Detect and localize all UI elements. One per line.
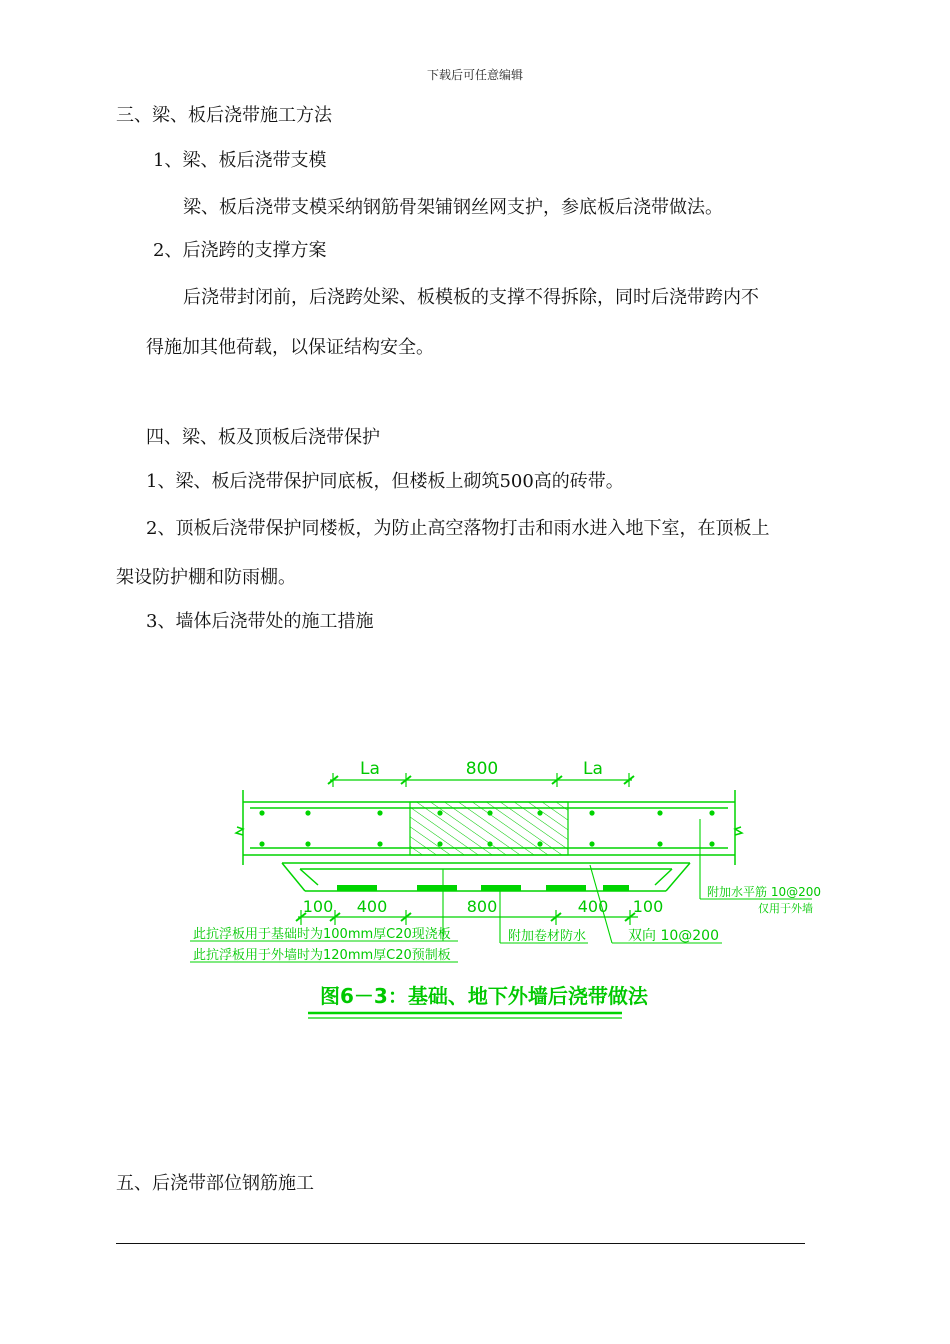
- note-waterproof: 附加卷材防水: [508, 929, 587, 944]
- footer-rule: [116, 1243, 805, 1244]
- dim-bottom-100-right: 100: [632, 897, 664, 916]
- section-3-2-body-line1: 后浇带封闭前，后浇跨处梁、板模板的支撑不得拆除，同时后浇带跨内不: [183, 287, 759, 308]
- section-4-3: 3、墙体后浇带处的施工措施: [146, 611, 374, 632]
- section-3-1-body: 梁、板后浇带支模采纳钢筋骨架铺钢丝网支护，参底板后浇带做法。: [183, 197, 723, 218]
- note-bidirectional: 双向 10@200: [628, 928, 719, 944]
- dim-bottom-800: 800: [466, 897, 498, 916]
- note-left-1: 此抗浮板用于基础时为100mm厚C20现浇板: [193, 927, 451, 942]
- figure-caption: 图6－3：基础、地下外墙后浇带做法: [320, 984, 648, 1008]
- dim-bottom-100-left: 100: [302, 897, 334, 916]
- section-3-1-title: 1、梁、板后浇带支模: [153, 150, 327, 171]
- dim-top-800: 800: [465, 759, 499, 779]
- note-right-1: 附加水平筋 10@200: [707, 885, 821, 899]
- dim-bottom-400-left: 400: [356, 897, 388, 916]
- section-3-2-body-line2: 得施加其他荷载，以保证结构安全。: [146, 337, 434, 358]
- section-3-title: 三、梁、板后浇带施工方法: [116, 105, 332, 126]
- waterproof-strips: [337, 885, 629, 891]
- section-4-2-line1: 2、顶板后浇带保护同楼板，为防止高空落物打击和雨水进入地下室，在顶板上: [146, 518, 770, 539]
- section-4-title: 四、梁、板及顶板后浇带保护: [146, 427, 380, 448]
- section-4-1: 1、梁、板后浇带保护同底板，但楼板上砌筑500高的砖带。: [146, 471, 624, 492]
- dim-top-la-left: La: [360, 759, 380, 779]
- section-4-2-line2: 架设防护棚和防雨棚。: [116, 567, 296, 588]
- note-left-2: 此抗浮板用于外墙时为120mm厚C20预制板: [193, 948, 451, 963]
- note-right-2: 仅用于外墙: [758, 902, 813, 915]
- dim-bottom-400-right: 400: [577, 897, 609, 916]
- section-5-title: 五、后浇带部位钢筋施工: [116, 1173, 314, 1194]
- page-header-note: 下载后可任意编辑: [426, 68, 523, 82]
- section-3-2-title: 2、后浇跨的支撑方案: [153, 240, 327, 261]
- joint-hatched-zone: [410, 802, 568, 855]
- dim-top-la-right: La: [583, 759, 603, 779]
- construction-joint-figure: [0, 745, 950, 1045]
